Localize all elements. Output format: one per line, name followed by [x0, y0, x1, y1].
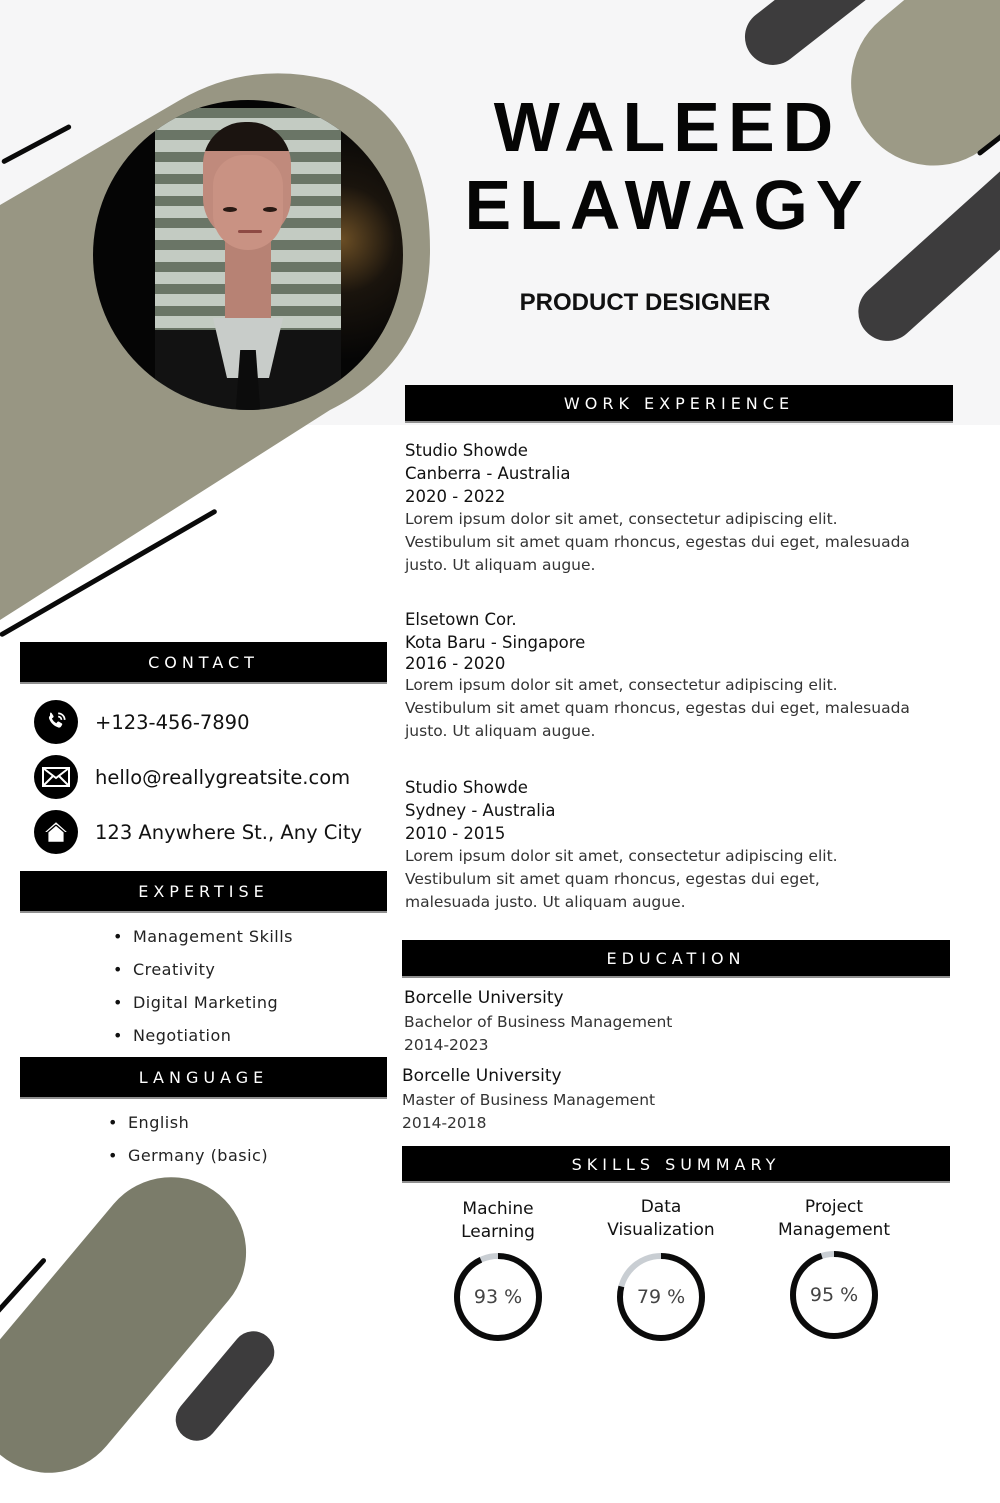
education-school: Borcelle University — [404, 988, 564, 1008]
language-item: • English — [108, 1111, 268, 1144]
full-name — [445, 88, 890, 244]
language-item: • Germany (basic) — [108, 1144, 268, 1177]
last-name: ELAWAGY — [464, 166, 871, 244]
job-description: Vestibulum sit amet quam rhoncus, egestas dui eget, — [405, 870, 820, 888]
expertise-item: • Digital Marketing — [113, 991, 293, 1024]
section-heading-expertise: EXPERTISE — [20, 871, 387, 913]
section-heading-language: LANGUAGE — [20, 1057, 387, 1099]
section-heading-work-experience: WORK EXPERIENCE — [405, 385, 953, 423]
olive-pill-decoration — [0, 1147, 277, 1503]
education-degree: Master of Business Management — [402, 1090, 656, 1109]
contact-email — [34, 755, 350, 799]
job-description: justo. Ut aliquam augue. — [405, 722, 596, 740]
phone-number: +123-456-7890 — [95, 710, 250, 734]
language-list — [108, 1111, 268, 1177]
job-company: Studio Showde — [405, 778, 528, 797]
phone-icon — [34, 700, 78, 744]
education-school: Borcelle University — [402, 1066, 562, 1086]
section-heading-contact: CONTACT — [20, 642, 387, 684]
education-years: 2014-2018 — [402, 1114, 487, 1132]
skill-gauge — [754, 1196, 914, 1341]
skill-percent: 95 % — [809, 1284, 859, 1306]
skill-percent: 93 % — [473, 1286, 523, 1308]
job-entry — [405, 776, 965, 914]
job-years: 2010 - 2015 — [405, 824, 506, 843]
contact-phone — [34, 700, 249, 744]
expertise-list — [113, 925, 293, 1057]
job-entry — [405, 439, 965, 577]
contact-address — [34, 810, 362, 854]
job-location: Kota Baru - Singapore — [405, 633, 586, 652]
job-description: justo. Ut aliquam augue. — [405, 556, 596, 574]
job-entry — [405, 608, 965, 743]
job-location: Canberra - Australia — [405, 464, 571, 483]
job-description: Lorem ipsum dolor sit amet, consectetur adipiscing elit. — [405, 676, 838, 694]
education-years: 2014-2023 — [404, 1036, 489, 1054]
job-description: Vestibulum sit amet quam rhoncus, egestas dui eget, malesuada — [405, 533, 910, 551]
skill-label: Project Management — [778, 1197, 890, 1240]
skill-gauge — [581, 1196, 741, 1343]
job-company: Elsetown Cor. — [405, 610, 517, 629]
section-heading-skills-summary: SKILLS SUMMARY — [402, 1146, 950, 1183]
home-icon — [34, 810, 78, 854]
job-company: Studio Showde — [405, 441, 528, 460]
job-description: Lorem ipsum dolor sit amet, consectetur adipiscing elit. — [405, 510, 838, 528]
expertise-item: • Negotiation — [113, 1024, 293, 1057]
skill-label: Data Visualization — [607, 1197, 715, 1240]
job-location: Sydney - Australia — [405, 801, 556, 820]
job-description: malesuada justo. Ut aliquam augue. — [405, 893, 686, 911]
job-description: Vestibulum sit amet quam rhoncus, egestas dui eget, malesuada — [405, 699, 910, 717]
skill-gauge — [418, 1198, 578, 1343]
expertise-item: • Management Skills — [113, 925, 293, 958]
mail-icon — [34, 755, 78, 799]
email-address: hello@reallygreatsite.com — [95, 765, 351, 789]
first-name: WALEED — [493, 88, 842, 166]
job-years: 2020 - 2022 — [405, 487, 506, 506]
skill-percent: 79 % — [636, 1286, 686, 1308]
job-years: 2016 - 2020 — [405, 654, 506, 673]
street-address: 123 Anywhere St., Any City — [95, 820, 363, 844]
expertise-item: • Creativity — [113, 958, 293, 991]
education-degree: Bachelor of Business Management — [404, 1012, 673, 1031]
skill-label: Machine Learning — [461, 1199, 535, 1242]
education-entry — [402, 1065, 655, 1136]
education-entry — [404, 987, 672, 1058]
job-description: Lorem ipsum dolor sit amet, consectetur adipiscing elit. — [405, 847, 838, 865]
profile-photo — [93, 100, 403, 410]
section-heading-education: EDUCATION — [402, 940, 950, 978]
job-title: PRODUCT DESIGNER — [519, 289, 771, 316]
